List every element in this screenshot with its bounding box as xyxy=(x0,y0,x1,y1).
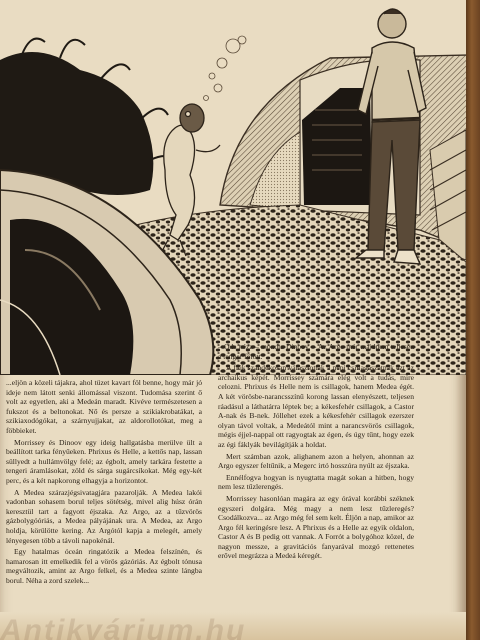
article-column-right xyxy=(218,342,414,610)
book-spine xyxy=(466,0,480,640)
article-paragraph: ...eljön a közeli tájakra, ahol tüzet kavart föl benne, hogy már jó ideje nem látott senki állomással viszont. Tudomása szerint ő volt az egyetlen, aki a Medeán maradt. Kivéve természetesen a fukszot és a beltonokat. Nő és persze a szikiakrobatákat, a szikiaxodógókat, a szárnyujjakat, az aldorollotókat, meg a föbbieket. xyxy=(6,378,202,435)
article-paragraph: Egy hatalmas óceán ringatózik a Medea felszínén, és hamarosan itt emelkedik fel a vörös gázóriás. Az égbolt tónusa megváltozik, amint az Argo felkel, és a Medea szinte lángba borul. Néha a zord szelek... xyxy=(6,547,202,585)
article-paragraph: – Oda nézz – mondta Dinoov. – Az Argo már majdnem teljesen a tenger fölött. xyxy=(218,342,414,361)
article-paragraph: Mert számban azok, alighanem azon a helyen, ahonnan az Argo egyszer feltűnik, a Megerc irtó hosszúra nyúlt az éjszaka. xyxy=(218,451,414,471)
article-paragraph: A fiúk szándékosan választották a népi csillagászatnak ezt az archaikus képét. Morrissey számára elég volt a tudás, mire celozni. Phrixus és Helle nem is csillagok, hanem Medea égét. A két vörösbe-narancsszínű korong lassan elenyészett, teljesen ráadásul a láthatárra léptek be; a kékesfehér csillagok, a Castor A-nak és B-nek. Jóllehet ezek a kékesfehér csillagok ezerszer olyan távol voltak, a Medeától mint a narancsvörös csillagok, mégis éjjel-nappal ott ragyogtak az égen, és úgy tűnt, hogy ezek az égi fáklyák bevilágítják a holdat. xyxy=(218,363,414,449)
article-column-left xyxy=(6,378,202,610)
watermark: Antikvárium.hu xyxy=(0,616,247,640)
article-paragraph: Ennélfogva hogyan is nyugtatta magát sokan a hitben, hogy nem lesz tűzlerengés. xyxy=(218,472,414,492)
article-paragraph: Morrissey és Dinoov egy ideig hallgatásba merülve ült a beállított tarka fényűeken. Phrixus és Helle, a kettős nap, lassan süllyedt a hullámvölgy felé; az égbolt, amely tarkára festette a tengeri áramlásokat, zöld és sárga sugárcsíkokat. Még egy-két perc, és a két napkorong elhagyja a horizontot. xyxy=(6,437,202,485)
article-paragraph: A Medea szárazjégsivatagjára pazarolják. A Medea lakói vadonban sohasem borul teljes sötétség, mivel alig húsz órán keresztül tart a fagyott éjszaka. Az Argo, az a tűzvörös gázbolygóóriás, a Medea pályájának ura. A Medea, az Argo holdja, körülötte kering. Az Argótól kapja a melegét, amely lényegesen több a távoli napokénál. xyxy=(6,487,202,545)
article-paragraph: Morrissey hasonlóan magára az egy órával korábbi széknek egyszeri dolgára. Még magy a nem lesz tűzleregés? Csodálkozva... az Argo még fel sem kelt. Éljön a nap, amikor az Argo fél keringésre lesz. A Phrixus és a Helle az egyik oldalon, Castor A és B pedig ott vannak. A Forrót a bolygóhoz közel, de nagyon messze, a gravitációs fanyarával mozgó rettenetes erővel megrázza a Medeá kéregét. xyxy=(218,493,414,561)
